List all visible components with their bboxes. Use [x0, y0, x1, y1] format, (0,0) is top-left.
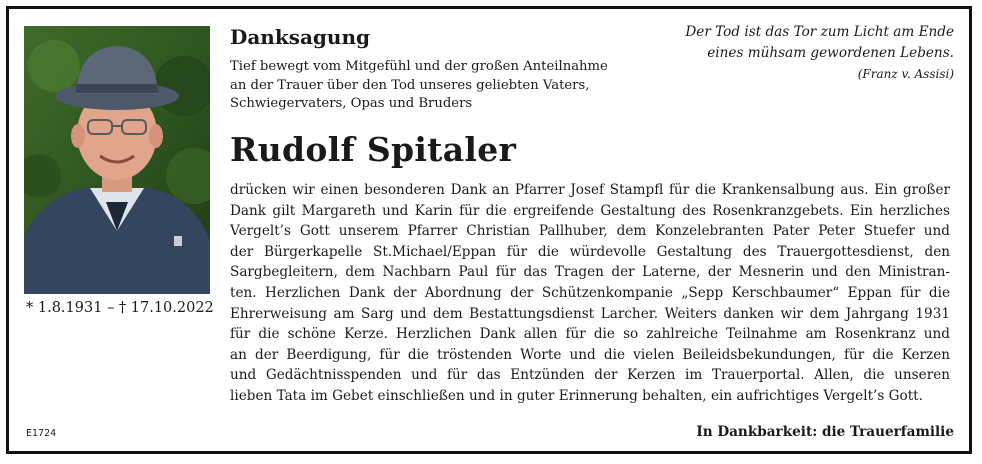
signature: In Dankbarkeit: die Trauerfamilie: [696, 424, 954, 440]
body-line: und Gedächtnisspenden und für das Entzünden der Kerzen im Trauerportal. Allen, die unseren: [230, 367, 950, 384]
body-line: der Bürgerkapelle St.Michael/Eppan für die würdevolle Gestaltung des Trauergottesdienst, den: [230, 243, 950, 260]
body-line: Ehrerweisung am Sarg und dem Bestattungsdienst Larcher. Weiters danken wir dem Jahrgang 1931: [230, 305, 950, 322]
body-line: an der Beerdigung, für die tröstenden Worte und die vielen Beileidsbekundungen, für die Kerzen: [230, 346, 950, 363]
body-line: Sargbegleitern, dem Nachbarn Paul für das Tragen der Laterne, der Mesnerin und den Ministran-: [230, 264, 950, 281]
body-text: [230, 180, 950, 407]
deceased-name: Rudolf Spitaler: [230, 130, 517, 169]
intro-line: Tief bewegt vom Mitgefühl und der großen Anteilnahme: [230, 59, 608, 74]
body-line: Vergelt’s Gott unserem Pfarrer Christian Pallhuber, dem Konzelebranten Pater Peter Stuefer und: [230, 223, 950, 240]
heading: Danksagung: [230, 25, 370, 49]
portrait-photo: [24, 26, 210, 294]
intro-line: an der Trauer über den Tod unseres geliebten Vaters,: [230, 77, 590, 93]
quote-line: eines mühsam gewordenen Lebens.: [707, 45, 954, 61]
body-line: Dank gilt Margareth und Karin für die ergreifende Gestaltung des Rosenkranzgebets. Ein herzliches: [230, 202, 950, 219]
body-line: ten. Herzlichen Dank der Abordnung der Schützenkompanie „Sepp Kerschbaumer“ Eppan für die: [230, 284, 950, 301]
body-line: drücken wir einen besonderen Dank an Pfarrer Josef Stampfl für die Krankensalbung aus. Ein großer: [230, 182, 950, 198]
body-line: lieben Tata im Gebet einschließen und in guter Erinnerung behalten, ein aufrichtiges Vergelt’s Gott.: [230, 387, 923, 404]
body-line: für die schöne Kerze. Herzlichen Dank allen für die so zahlreiche Teilnahme am Rosenkranz und: [230, 326, 950, 343]
life-dates: * 1.8.1931 – † 17.10.2022: [26, 300, 214, 316]
intro-line: Schwiegervaters, Opas und Bruders: [230, 96, 473, 111]
intro-text: [230, 58, 670, 114]
quote: [634, 22, 954, 85]
reference-code: E1724: [26, 428, 57, 439]
quote-line: Der Tod ist das Tor zum Licht am Ende: [685, 24, 954, 40]
quote-source: (Franz v. Assisi): [857, 67, 954, 81]
